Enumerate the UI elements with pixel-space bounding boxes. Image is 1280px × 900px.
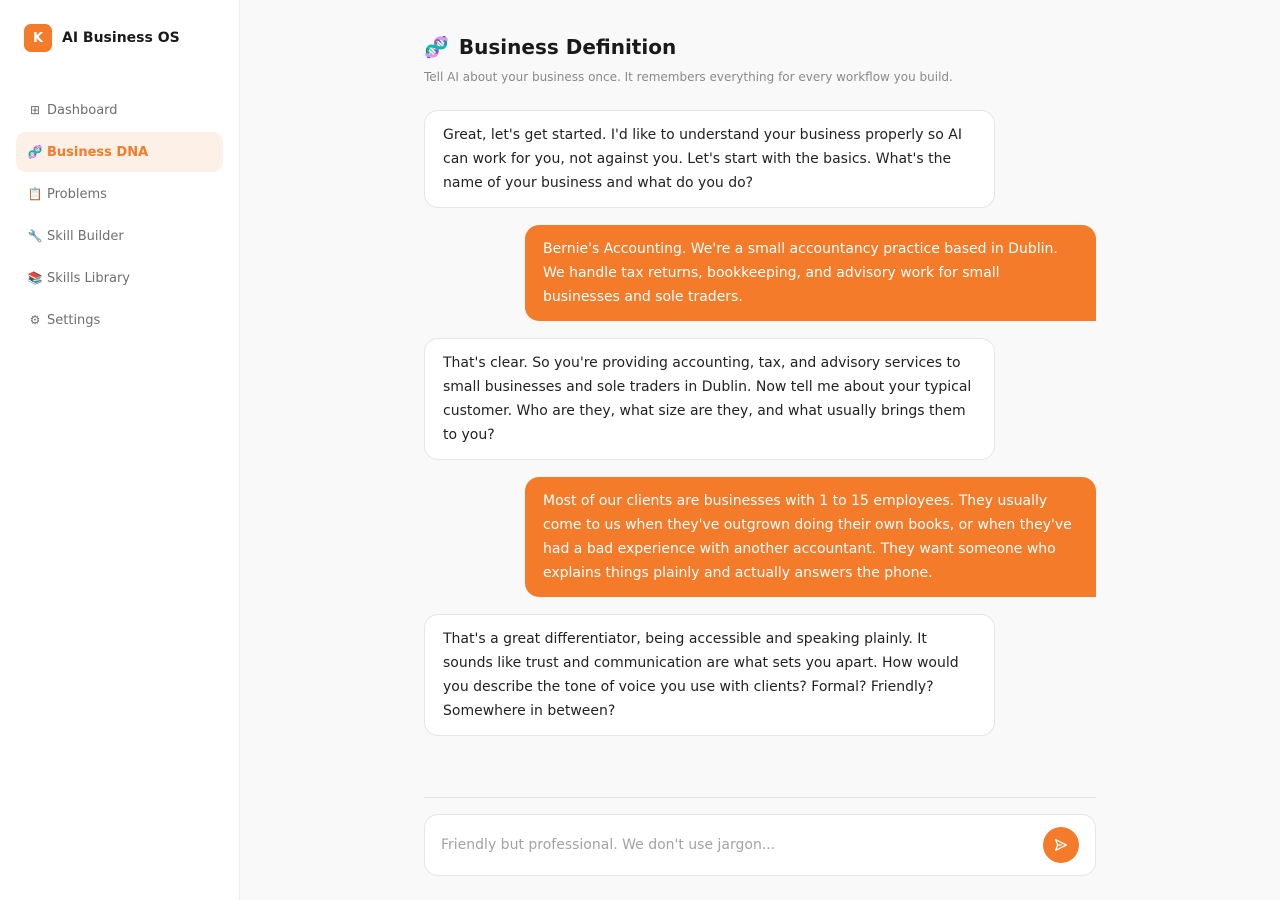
- dna-icon: 🧬: [27, 145, 43, 159]
- brand-logo: K: [24, 24, 52, 52]
- chat-content: [424, 32, 1096, 736]
- sidebar-item-skills-library[interactable]: [16, 258, 223, 298]
- gear-icon: ⚙: [29, 313, 41, 327]
- composer-divider: [424, 797, 1096, 798]
- sidebar: [0, 0, 240, 900]
- clipboard-icon: 📋: [27, 187, 43, 201]
- brand-name: AI Business OS: [62, 30, 180, 46]
- sidebar-nav: [16, 90, 223, 340]
- sidebar-item-dashboard[interactable]: [16, 90, 223, 130]
- sidebar-item-settings[interactable]: [16, 300, 223, 340]
- sidebar-item-label: Dashboard: [47, 102, 118, 118]
- brand[interactable]: [16, 24, 223, 52]
- ai-message: Great, let's get started. I'd like to understand your business properly so AI can work for you, not against you. Let's start with the basics. What's the name of your business and what do you do?: [424, 110, 995, 208]
- send-button[interactable]: [1043, 827, 1079, 863]
- message-input[interactable]: [441, 837, 1043, 853]
- ai-message: That's a great differentiator, being accessible and speaking plainly. It sounds like trust and communication are what sets you apart. How would you describe the tone of voice you use with clients? Formal? Friendly? Somewhere in between?: [424, 614, 995, 736]
- send-icon: [1053, 837, 1069, 853]
- books-icon: 📚: [27, 271, 43, 285]
- sidebar-item-business-dna[interactable]: [16, 132, 223, 172]
- user-message: Bernie's Accounting. We're a small accountancy practice based in Dublin. We handle tax returns, bookkeeping, and advisory work for small businesses and sole traders.: [525, 225, 1096, 321]
- sidebar-item-label: Skill Builder: [47, 228, 124, 244]
- ai-message: That's clear. So you're providing accounting, tax, and advisory services to small businesses and sole traders in Dublin. Now tell me about your typical customer. Who are they, what size are they, and what usually brings them to you?: [424, 338, 995, 460]
- sidebar-item-skill-builder[interactable]: [16, 216, 223, 256]
- page-title: Business Definition: [458, 35, 677, 59]
- page-subtitle: Tell AI about your business once. It remembers everything for every workflow you build.: [424, 70, 953, 84]
- main-panel: [240, 0, 1280, 900]
- message-list: [424, 110, 1096, 736]
- message-composer: [424, 814, 1096, 876]
- sidebar-item-problems[interactable]: [16, 174, 223, 214]
- sidebar-item-label: Skills Library: [47, 270, 130, 286]
- page-header: [424, 32, 1096, 62]
- wrench-icon: 🔧: [27, 229, 43, 243]
- user-message: Most of our clients are businesses with 1 to 15 employees. They usually come to us when they've outgrown doing their own books, or when they've had a bad experience with another accountant. They want someone who explains things plainly and actually answers the phone.: [525, 477, 1096, 597]
- grid-icon: ⊞: [29, 103, 41, 117]
- sidebar-item-label: Settings: [47, 312, 101, 328]
- sidebar-item-label: Business DNA: [47, 144, 149, 160]
- sidebar-item-label: Problems: [47, 186, 107, 202]
- dna-icon: 🧬: [424, 35, 449, 59]
